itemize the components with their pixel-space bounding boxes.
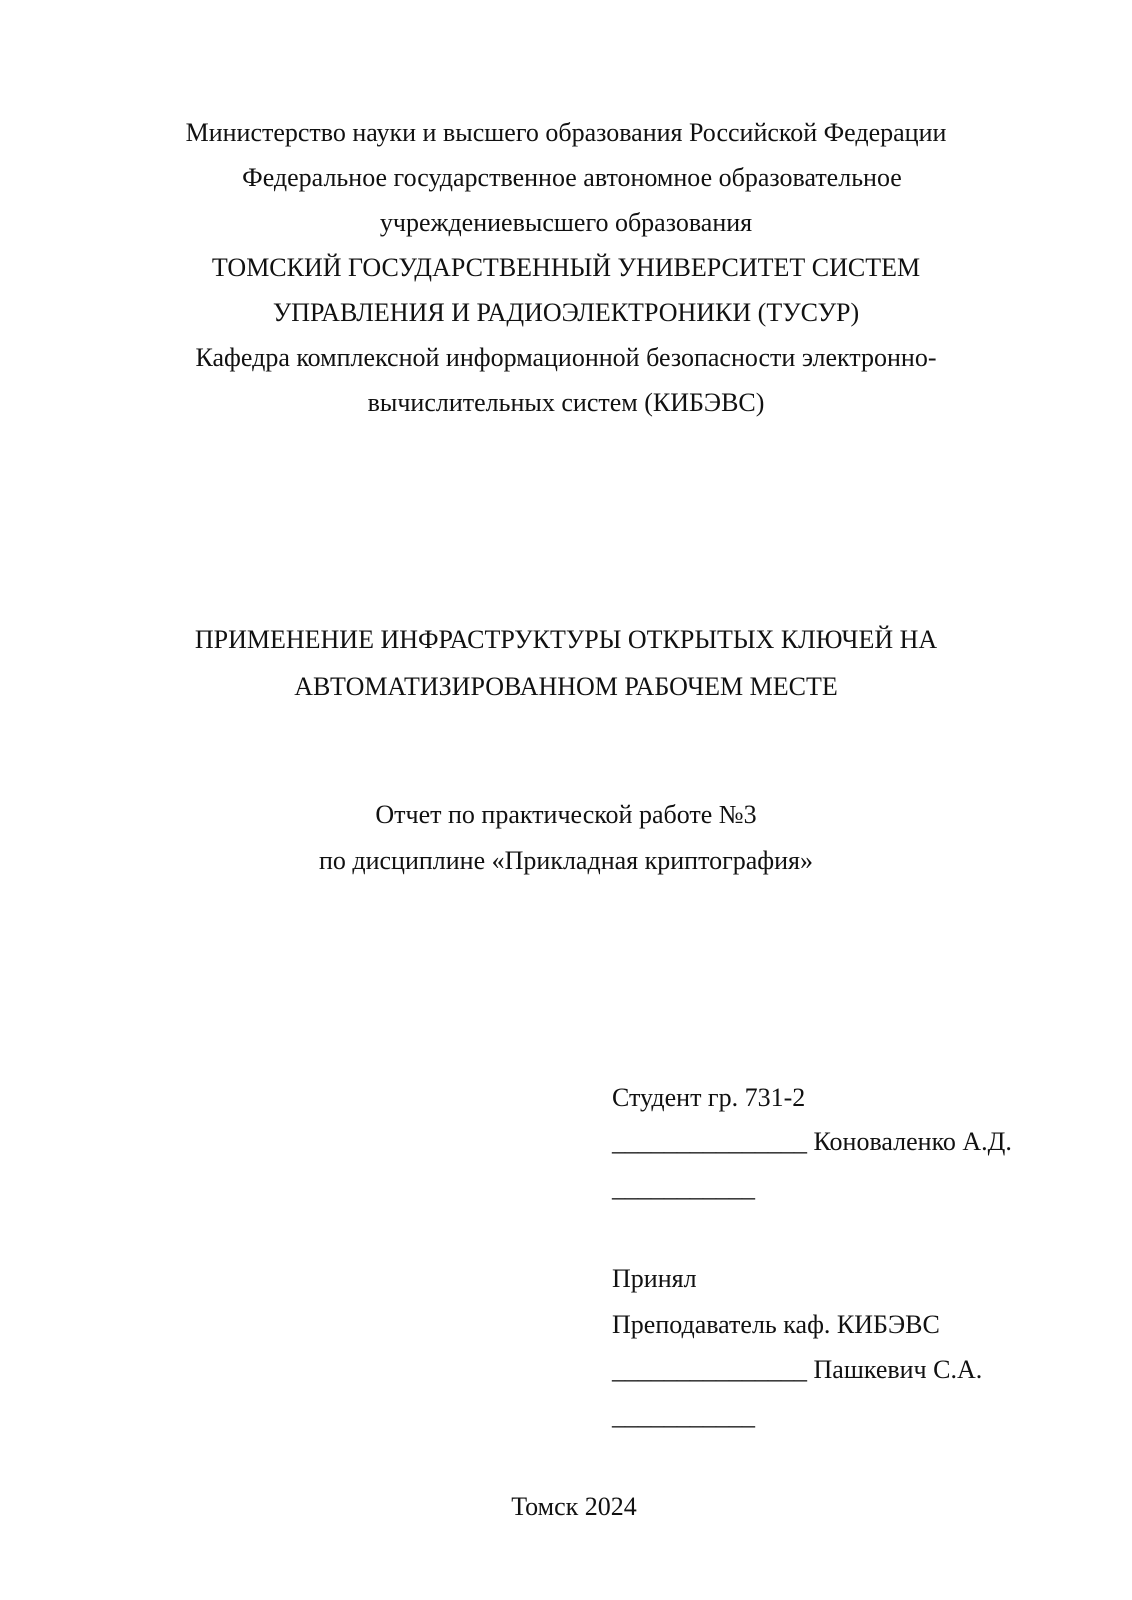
student-date-line: ___________ [612,1173,755,1202]
title-line-1: ПРИМЕНЕНИЕ ИНФРАСТРУКТУРЫ ОТКРЫТЫХ КЛЮЧЕЙ НА [194,625,938,654]
university-line-1: ТОМСКИЙ ГОСУДАРСТВЕННЫЙ УНИВЕРСИТЕТ СИСТЕМ [211,253,921,282]
city-year: Томск 2024 [511,1492,637,1521]
department-line-1: Кафедра комплексной информационной безопасности электронно- [195,343,937,372]
institution-line-1: Федеральное государственное автономное образовательное [242,163,902,192]
report-line-2: по дисциплине «Прикладная криптография» [318,846,814,875]
institution-line-2: учреждениевысшего образования [379,208,753,237]
university-line-2: УПРАВЛЕНИЯ И РАДИОЭЛЕКТРОНИКИ (ТУСУР) [272,298,860,327]
department-line-2: вычислительных систем (КИБЭВС) [367,388,765,417]
teacher-position: Преподаватель каф. КИБЭВС [612,1310,940,1339]
teacher-signature-line: _______________ Пашкевич С.А. [612,1355,983,1384]
student-signature-line: _______________ Коноваленко А.Д. [612,1127,1012,1156]
report-line-1: Отчет по практической работе №3 [375,800,757,829]
title-line-2: АВТОМАТИЗИРОВАННОМ РАБОЧЕМ МЕСТЕ [294,672,838,701]
accepted-label: Принял [612,1264,697,1293]
student-group: Студент гр. 731-2 [612,1083,806,1112]
ministry-line: Министерство науки и высшего образования Российской Федерации [185,118,947,147]
teacher-date-line: ___________ [612,1401,755,1430]
